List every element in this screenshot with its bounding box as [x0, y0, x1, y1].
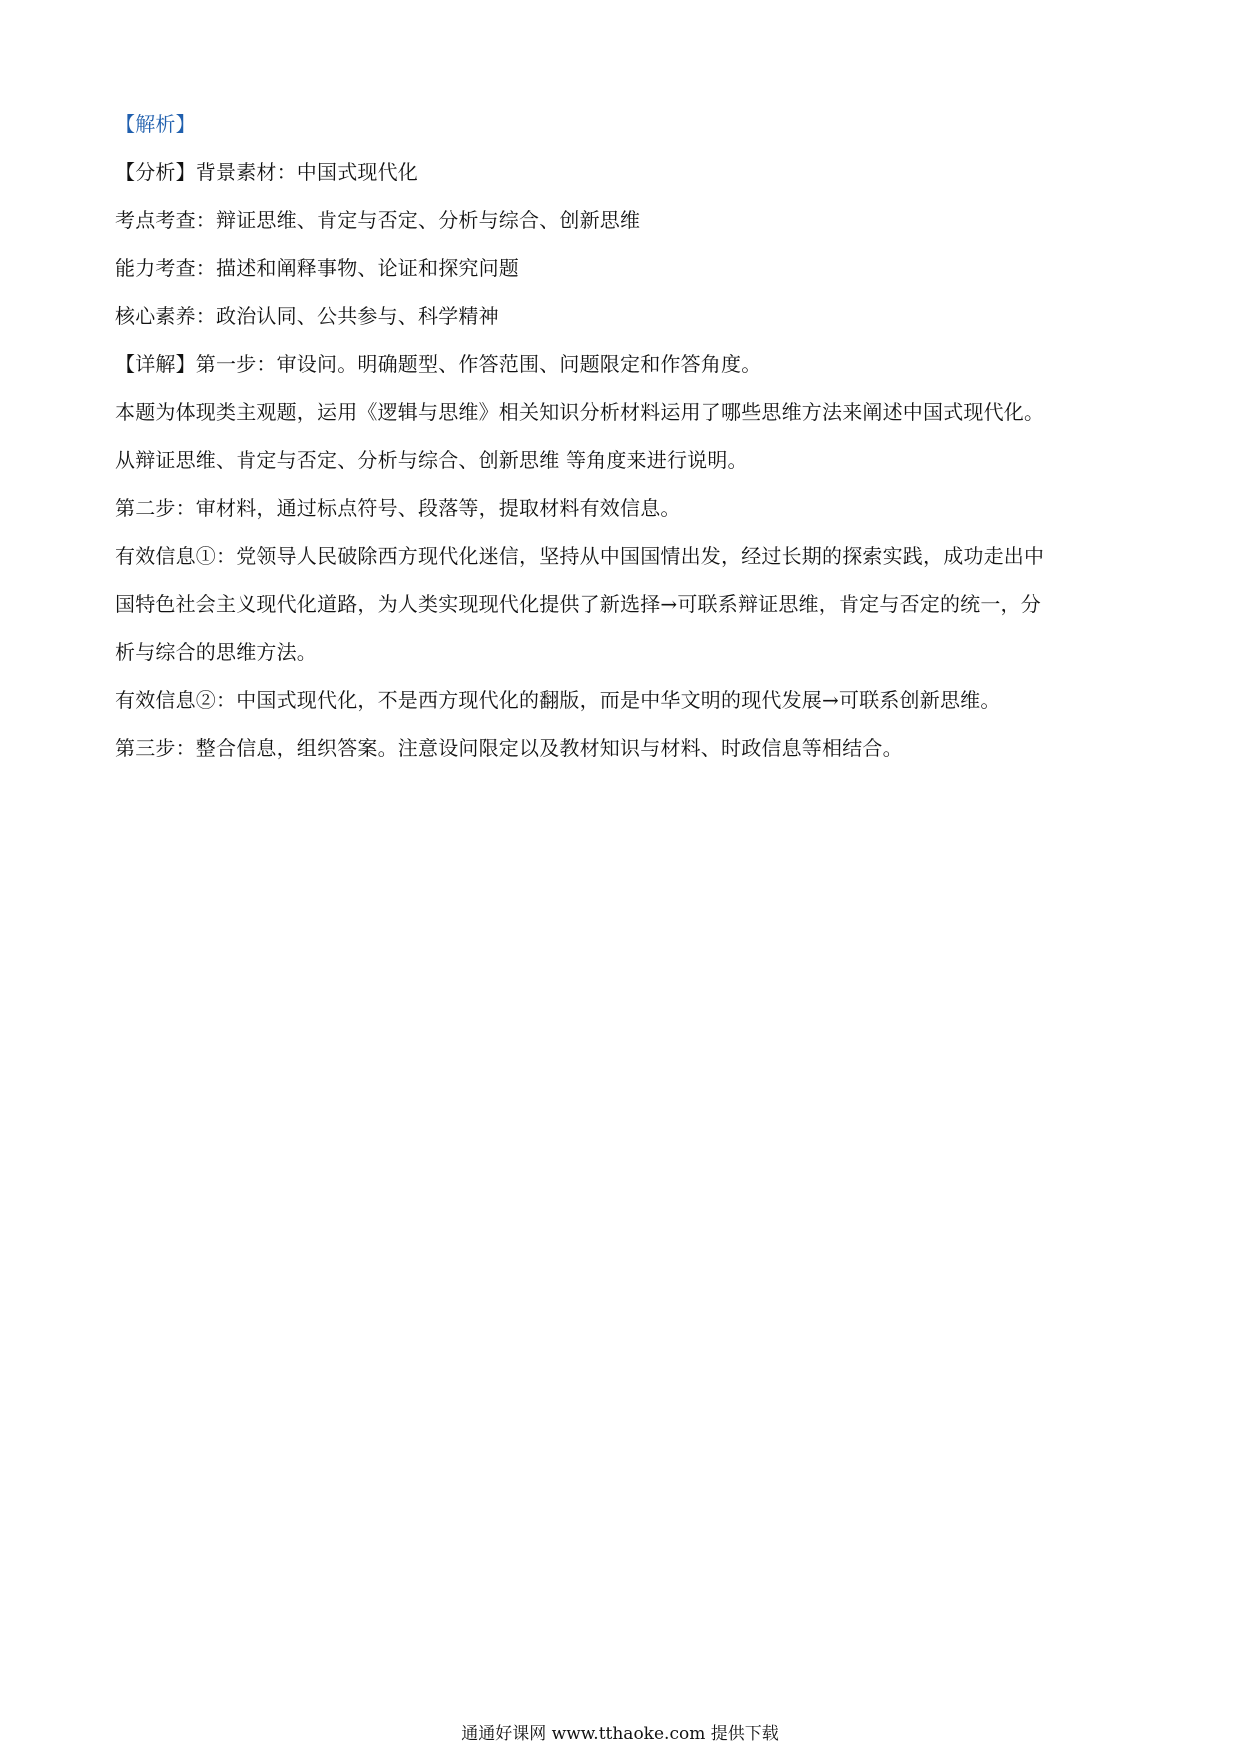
document-body: [115, 100, 1135, 772]
detail-step3: 第三步：整合信息，组织答案。注意设问限定以及教材知识与材料、时政信息等相结合。: [115, 736, 903, 760]
page-footer: 通通好课网 www.tthaoke.com 提供下载: [461, 1724, 779, 1744]
detail-step2: 第二步：审材料，通过标点符号、段落等，提取材料有效信息。: [115, 496, 681, 520]
detail-question-type: 本题为体现类主观题，运用《逻辑与思维》相关知识分析材料运用了哪些思维方法来阐述中国式现代化。: [115, 400, 1045, 424]
analysis-ability: 能力考查：描述和阐释事物、论证和探究问题: [115, 256, 519, 280]
detail-info1-line1: 有效信息①：党领导人民破除西方现代化迷信，坚持从中国国情出发，经过长期的探索实践，成功走出中: [115, 544, 1045, 568]
detail-info1-line3: 析与综合的思维方法。: [115, 640, 317, 664]
detail-info1-line2: 国特色社会主义现代化道路，为人类实现现代化提供了新选择→可联系辩证思维，肯定与否定的统一，分: [115, 592, 1041, 616]
analysis-literacy: 核心素养：政治认同、公共参与、科学精神: [115, 304, 499, 328]
detail-step1: 【详解】第一步：审设问。明确题型、作答范围、问题限定和作答角度。: [115, 352, 762, 376]
detail-info2: 有效信息②：中国式现代化，不是西方现代化的翻版，而是中华文明的现代发展→可联系创新思维。: [115, 688, 1001, 712]
analysis-background: 【分析】背景素材：中国式现代化: [115, 160, 418, 184]
section-heading: 【解析】: [115, 112, 196, 136]
detail-angles: 从辩证思维、肯定与否定、分析与综合、创新思维 等角度来进行说明。: [115, 448, 748, 472]
analysis-exam-points: 考点考查：辩证思维、肯定与否定、分析与综合、创新思维: [115, 208, 641, 232]
